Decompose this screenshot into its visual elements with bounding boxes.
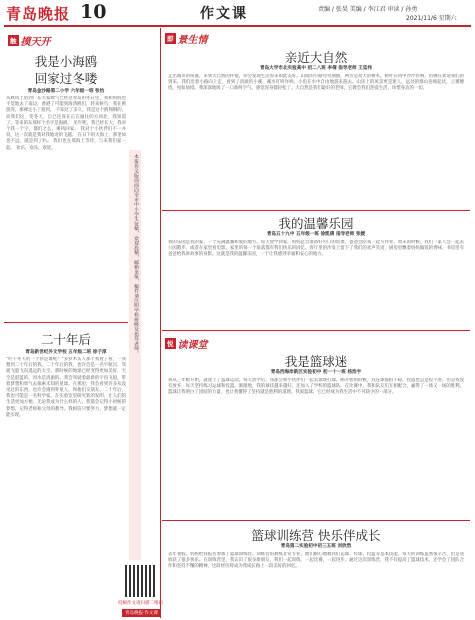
badge-text: 读课堂 <box>177 340 208 351</box>
badge-box: 即 <box>167 35 174 43</box>
article-body: 我的乐园是我的家，一个充满温馨和爱的地方。每天放学回家，妈妈总会准备好可口的饭菜，爸爸会陪我一起写作业。周末的时候，我们一家人会一起去公园散步，或者在家里看电影。家里的每一个角落都有我们快乐的回忆。客厅里的沙发上留下了我们的欢声笑语，厨房里飘着妈妈做饭的香味，书房里有爸爸给我讲故事的身影。这就是我的温馨乐园，一个让我感到幸福和安心的地方。 <box>168 240 464 258</box>
article-byline: 青岛五十九中 五年级一班 徐凯倩 指导老师 张媛 <box>266 232 366 237</box>
article-byline: 青岛金沙路第二小学 六年级一班 张怡 <box>27 89 105 94</box>
column-badge-bottom <box>165 336 208 351</box>
article-title: 我是篮球迷 <box>284 354 348 369</box>
article-body: 我从三年级开始，就迷上了篮球运动。每天放学后，我都会和小伙伴们一起去球场打球。刚开始的时候，我连球都拍不稳，投篮也总是投不进。但是我没有放弃，每天坚持练习运球和投篮。渐渐地，我的球技越来越好，还加入了学校的篮球队。在比赛中，我和队友们互相配合，赢得了一场又一场的胜利。篮球让我明白了团结的力量，也让我懂得了坚持就是胜利的道理。我爱篮球，它已经成为我生活中不可缺少的一部分。 <box>168 378 464 396</box>
vertical-notice-text: 本报作文版面面向全市中小学生征稿，欢迎投稿，邮箱见报，稿件请注明学校班级及指导老师。 <box>133 154 138 356</box>
article-title: 我的温馨乐园 <box>278 216 354 231</box>
editor-credits: 责编 / 张昊 美编 / 李江君 审读 / 孙勇 <box>318 6 418 13</box>
qr-code[interactable] <box>123 565 155 597</box>
article-title: 亲近大自然 <box>284 50 348 65</box>
qr-caption: 投稿作文请扫描二维码 <box>118 601 163 606</box>
article-title: 二十年后 <box>40 332 91 347</box>
article-title: 我是小海鸥 <box>34 54 98 69</box>
row-divider <box>4 322 128 323</box>
article-byline: 青岛新世纪外文学校 五年级二班 徐子淳 <box>25 350 107 355</box>
page-number: 10 <box>80 1 107 23</box>
article-byline: 青岛西海岸新区实验初中 初一十一班 杨浩宇 <box>270 370 362 375</box>
column-badge-mid <box>165 31 208 46</box>
row-divider <box>162 520 470 521</box>
row-divider <box>162 330 470 331</box>
column-badge-left <box>8 33 51 48</box>
section-title: 作文课 <box>200 6 248 22</box>
badge-text: 摸天开 <box>20 37 51 48</box>
article-body: "叶子冬天的一个你是谁呢？"多岁木头人那个我看了看，一我想到二十年后的我。二十年后的我，也许会是一名宇航员，驾驶飞船飞向遥远的太空。那时候的地球已经变得更加美好，天空是湛蓝的，河水是清澈的。我会驾驶着最新的宇宙飞船，带着梦想和勇气去探索未知的星球。在那里，我会看到许多从没见过的东西，也许会遇到外星人，和他们交朋友。二十年后，我也可能是一名科学家，在实验室里研究新的发明，让人们的生活更加方便。无论我成为什么样的人，我都会记得小时候的梦想，记得老师和父母的教导。我相信只要努力，梦想就一定能实现。 <box>6 357 126 418</box>
article-title: 回家过冬喽 <box>34 71 98 86</box>
badge-box: 悦 <box>167 340 174 348</box>
article-body: 走出城市的喧嚣，来到大自然的怀抱，你会发现生活原来如此美好。山间的小路弯弯曲曲，两旁是高大的树木，树叶在风中沙沙作响，仿佛在欢迎我们的到来。我们沿着小路向上走，看到了清澈的小溪，溪水叮咚作响，小鱼在水中自由地游来游去。山顶上的风景更是迷人，远处的群山连绵起伏，云雾缭绕，宛如仙境。我深深地吸了一口新鲜空气，感觉浑身都轻松了。大自然是我们最好的老师，它教会我们热爱生活，珍惜身边的一切。 <box>168 74 464 92</box>
masthead-rule <box>4 25 471 27</box>
vertical-notice-strip <box>129 150 141 560</box>
article-byline: 青岛第二实验初中初三五班 刘欣然 <box>280 544 352 549</box>
article-byline: 青岛大学市北实验高中 初二八班 李倩 指导老师 王廷伟 <box>259 66 373 71</box>
column-divider <box>160 28 161 618</box>
qr-label: 青岛晚报·作文课 <box>122 609 161 617</box>
badge-text: 景生情 <box>177 35 208 46</box>
masthead-logo: 青岛晚报 <box>6 5 71 23</box>
article-body: 从秋风上唇到广东大家欧气已经这青岛的冬日里，我和妈妈也不觉地去了南边，香港了可能到海湾鸥们，转来候鸟，我在鸥游湾，那裸定小了接到。 不知过了多久，我是这个鸥翔钢的，而我们这，变冬天，自已还真在正在通往的方回北，我知道了，等来的东那样个名字是海鸥。 见年呢，我已经长大，我对个我一个字，都们之么，乘风回家。 我对个小伙伴们不一并说，这一次就是我对我地北的飞越。 在日下的大海上，那里如也不远，就是到了吗。 我们也在那海上等待，与来我们家一起。 欢乐，欢乐，欢迎。 <box>6 96 126 151</box>
row-divider <box>162 210 470 211</box>
issue-date: 2021/11/6 星期六 <box>406 15 457 22</box>
article-body: 去年暑假，妈妈给我报名参加了篮球训练营。训练营的教练非常专业，他们耐心地教我们运球、传球、投篮等基本技能。每天的训练虽然很辛苦，但是我收获了很多快乐。在训练营里，我认识了很多新朋友，我们一起训练，一起比赛，一起进步。通过这次训练营，我不仅提高了篮球技术，还学会了团队合作和坚持不懈的精神。这段经历将成为我成长路上一段美好的回忆。 <box>168 552 464 570</box>
article-title: 篮球训练营 快乐伴成长 <box>251 528 381 543</box>
badge-box: 触 <box>10 37 17 45</box>
